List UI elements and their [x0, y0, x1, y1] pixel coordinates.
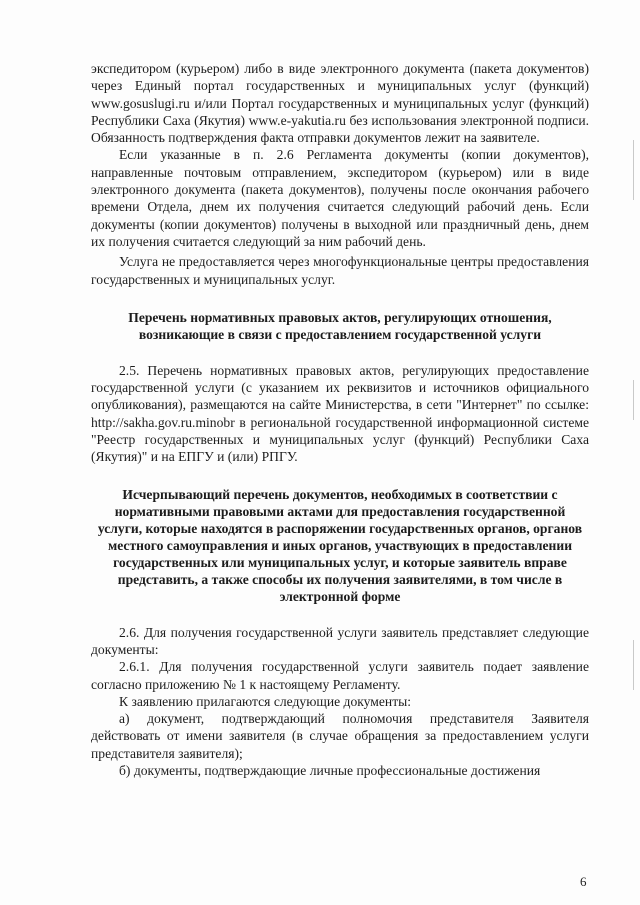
paragraph-courier-continuation: экспедитором (курьером) либо в виде электронного документа (пакета документов) через Единый портал государственных и муниципальных услуг (функций) www.gosuslugi.ru и/или Портал государственных и муниципальных услуг (функций) Республики Саха (Якутия) www.e-yakutia.ru без использования электронной подписи. Обязанность подтверждения факта отправки документов лежит на заявителе.	[91, 61, 589, 146]
section-heading-documents-list: Исчерпывающий перечень документов, необходимых в соответствии с нормативными правовыми актами для предоставления государственной услуги, которые находятся в распоряжении государственных органов, органов местного самоуправления и иных органов, участвующих в предоставлении государственных или муниципальных услуг, и которые заявитель вправе представить, а также способы их получения заявителями, в том числе в электронной форме	[97, 486, 583, 604]
page-number: 6	[580, 874, 587, 889]
scan-edge-mark	[633, 640, 634, 690]
paragraph-receipt-date: Если указанные в п. 2.6 Регламента документы (копии документов), направленные почтовым отправлением, экспедитором (курьером) или в виде электронного документа (пакета документов), получены после окончания рабочего времени Отдела, днем их получения считается следующий рабочий день. Если документы (копии документов) получены в выходной или праздничный день, днем их получения считается следующий за ним рабочий день.	[91, 147, 589, 249]
scan-edge-mark	[633, 380, 634, 420]
paragraph-2-5: 2.5. Перечень нормативных правовых актов, регулирующих предоставление государственной услуги (с указанием их реквизитов и источников официального опубликования), размещаются на сайте Министерства, в сети "Интернет" по ссылке: http://sakha.gov.ru.minobr в региональной государственной информационной системе "Реестр государственных и муниципальных услуг (функций) Республики Саха (Якутия)" и на ЕПГУ и (или) РПГУ.	[91, 362, 589, 465]
paragraph-2-6-1: 2.6.1. Для получения государственной услуги заявитель подает заявление согласно приложению № 1 к настоящему Регламенту.	[91, 659, 589, 692]
section-heading-normative-acts: Перечень нормативных правовых актов, регулирующих отношения, возникающие в связи с предоставлением государственной услуги	[128, 309, 552, 342]
paragraph-mfc-notice: Услуга не предоставляется через многофункциональные центры предоставления государственных и муниципальных услуг.	[91, 254, 589, 287]
paragraph-attachments-intro: К заявлению прилагаются следующие документы:	[119, 693, 412, 709]
scan-edge-mark	[633, 140, 634, 200]
list-item-b: б) документы, подтверждающие личные профессиональные достижения	[119, 763, 541, 779]
paragraph-2-6: 2.6. Для получения государственной услуги заявитель представляет следующие документы:	[91, 624, 589, 657]
page-body	[91, 60, 589, 779]
list-item-a: а) документ, подтверждающий полномочия представителя Заявителя действовать от имени заявителя (в случае обращения за предоставлением услуги представителя заявителя);	[91, 711, 589, 761]
